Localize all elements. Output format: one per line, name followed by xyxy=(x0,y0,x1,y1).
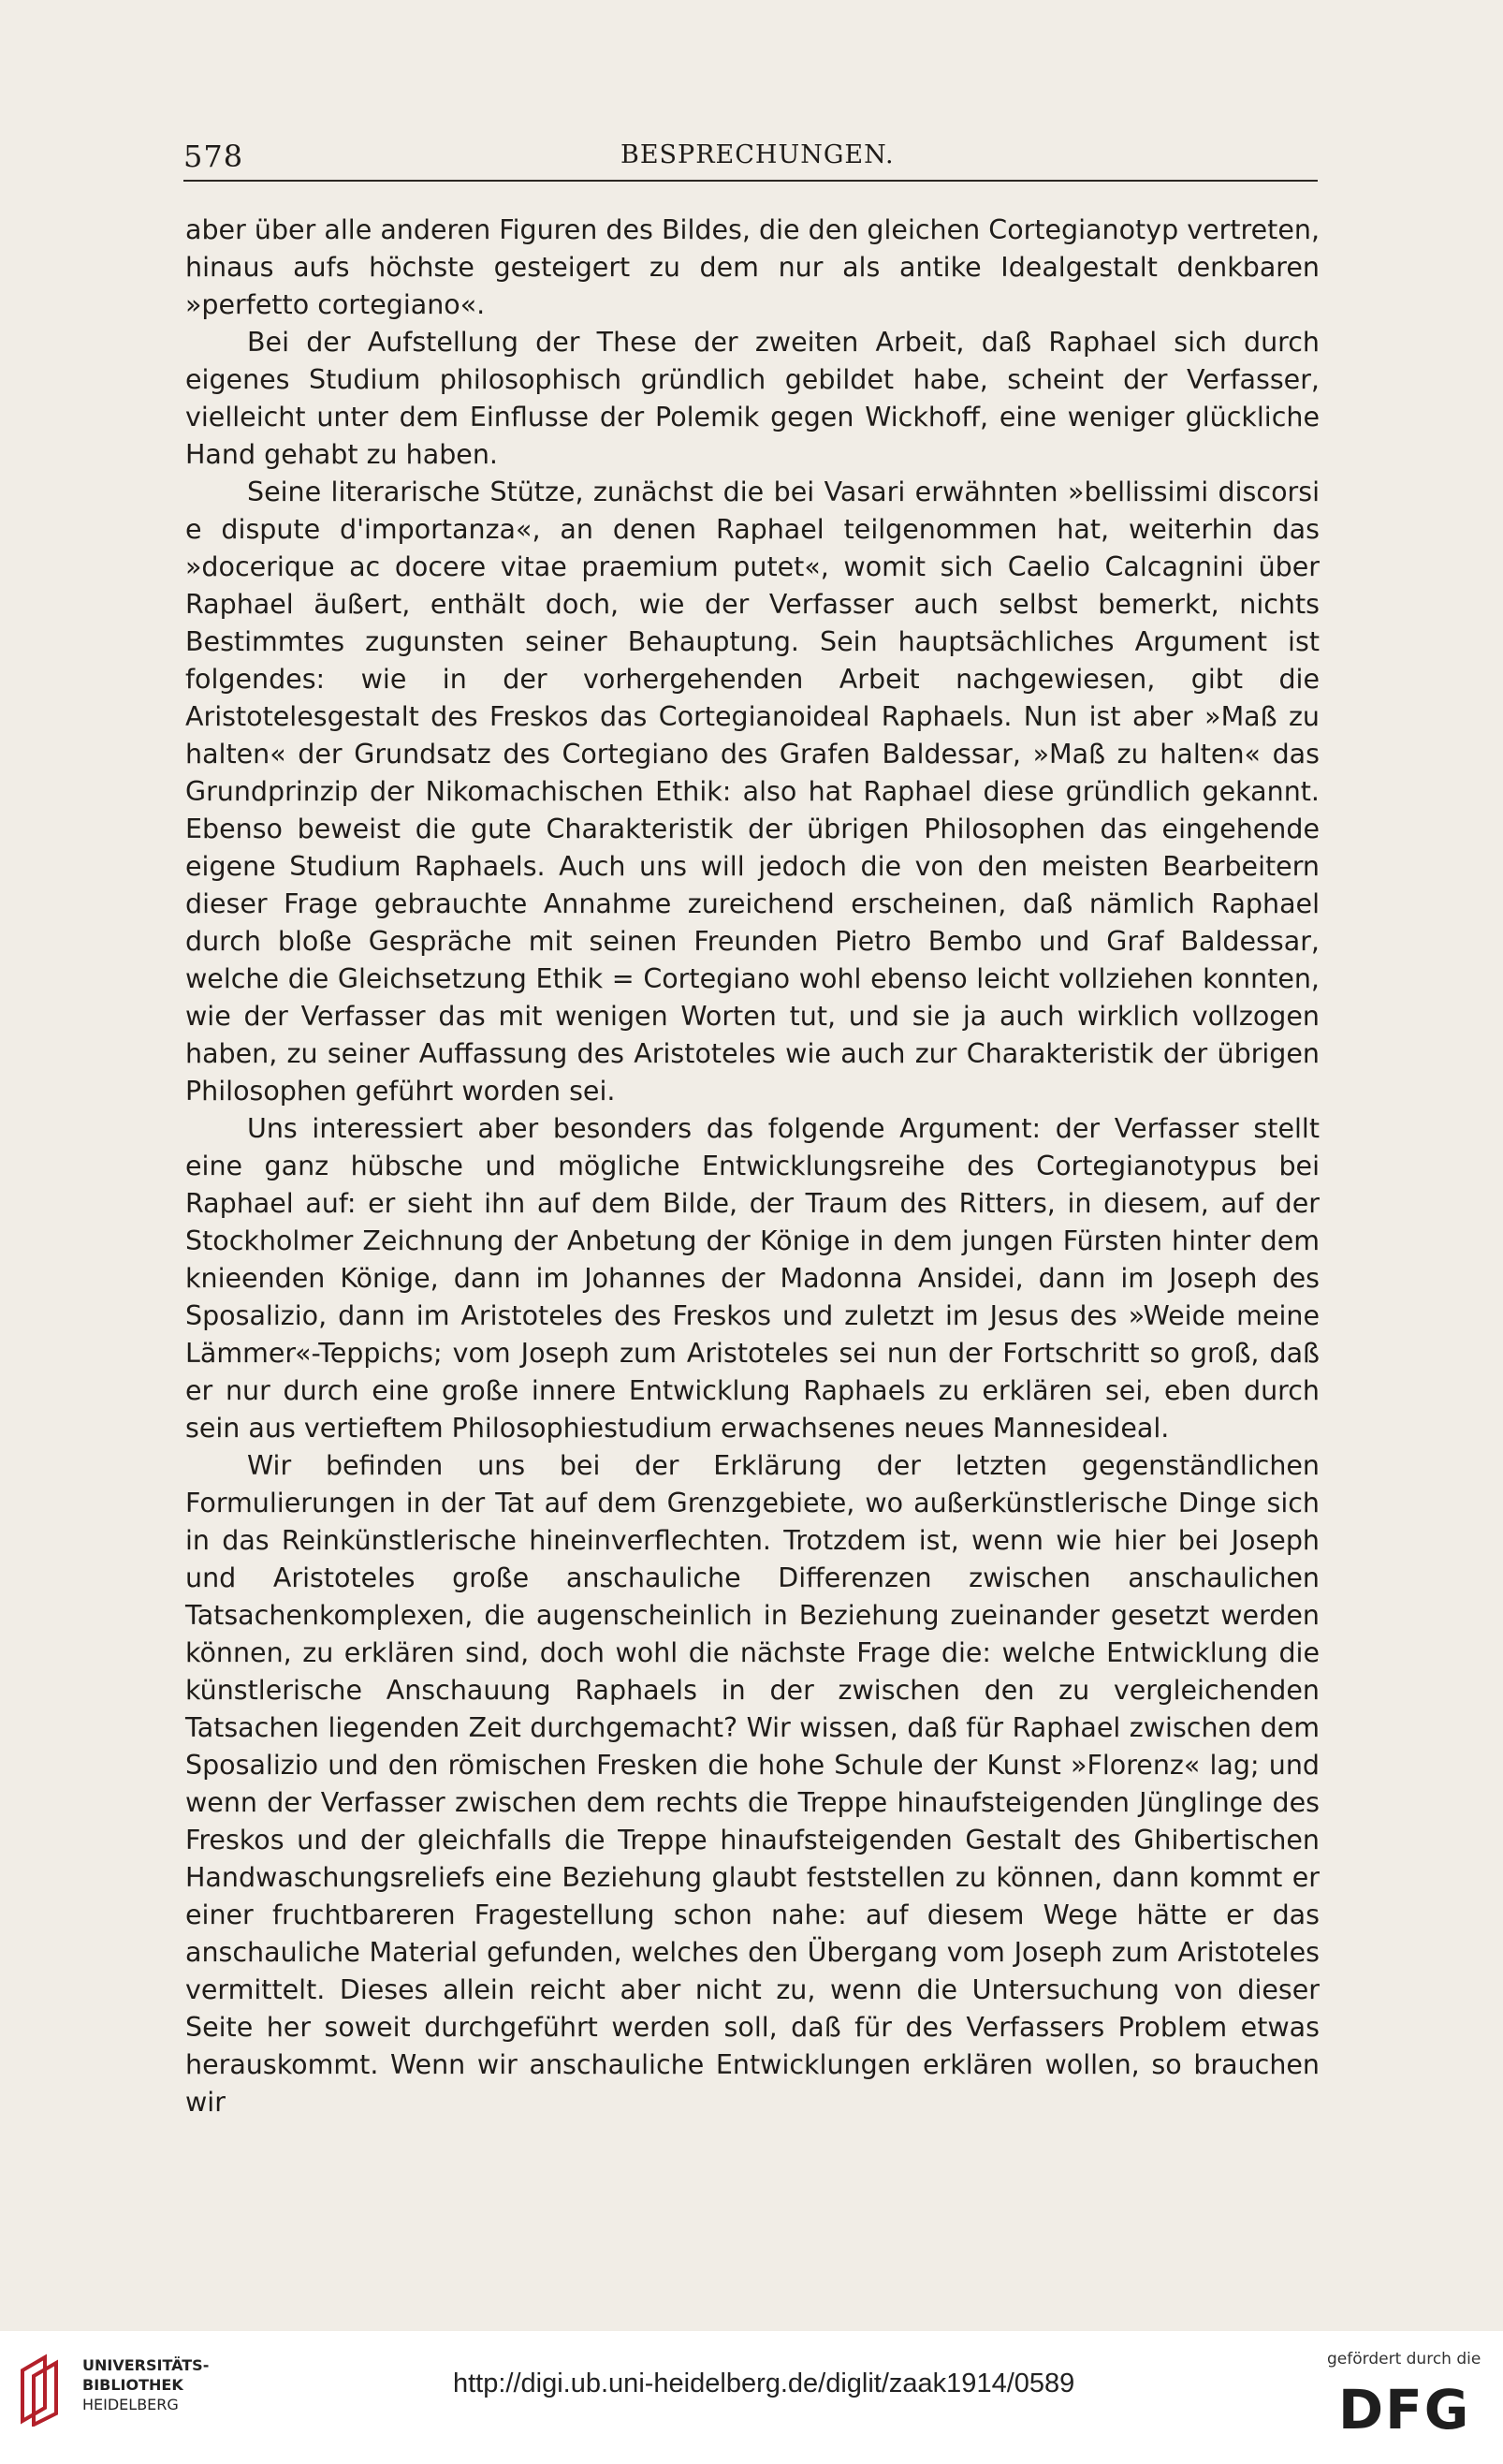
paragraph-4: Uns interessiert aber besonders das folgende Argument: der Verfasser stellt eine ganz hübsche und mögliche Entwicklungsreihe des Cortegianotypus bei Raphael auf: er sieht ihn auf dem Bilde, der Traum des Ritters, in diesem, auf der Stockholmer Zeichnung der Anbetung der Könige in dem jungen Fürsten hinter dem knieenden Könige, dann im Johannes der Madonna Ansidei, dann im Joseph des Sposalizio, dann im Aristoteles des Freskos und zuletzt im Jesus des »Weide meine Lämmer«-Teppichs; vom Joseph zum Aristoteles sei nun der Fortschritt so groß, daß er nur durch eine große innere Entwicklung Raphaels zu erklären sei, eben durch sein aus vertieftem Philosophiestudium erwachsenes neues Mannesideal. xyxy=(185,1113,1320,1444)
body-text xyxy=(185,212,1320,2121)
library-name-line2: BIBLIOTHEK xyxy=(82,2376,183,2394)
page-number: 578 xyxy=(183,139,244,174)
paragraph-3: Seine literarische Stütze, zunächst die bei Vasari erwähnten »bellissimi discorsi e dispute d'importanza«, an denen Raphael teilgenommen hat, weiterhin das »docerique ac docere vitae praemium putet«, womit sich Caelio Calcagnini über Raphael äußert, enthält doch, wie der Verfasser auch selbst bemerkt, nichts Bestimmtes zugunsten seiner Behauptung. Sein hauptsächliches Argument ist folgendes: wie in der vorhergehenden Arbeit nachgewiesen, gibt die Aristotelesgestalt des Freskos das Cortegianoideal Raphaels. Nun ist aber »Maß zu halten« der Grundsatz des Cortegiano des Grafen Baldessar, »Maß zu halten« das Grundprinzip der Nikomachischen Ethik: also hat Raphael diese gründlich gekannt. Ebenso beweist die gute Charakteristik der übrigen Philosophen das eingehende eigene Studium Raphaels. Auch uns will jedoch die von den meisten Bearbeitern dieser Frage gebrauchte Annahme zureichend erscheinen, daß nämlich Raphael durch bloße Gespräche mit seinen Freunden Pietro Bembo und Graf Baldessar, welche die Gleichsetzung Ethik = Cortegiano wohl ebenso leicht vollziehen konnten, wie der Verfasser das mit wenigen Worten tut, und sie ja auch wirklich vollzogen haben, zu seiner Auffassung des Aristoteles wie auch zur Charakteristik der übrigen Philosophen geführt worden sei. xyxy=(185,477,1320,1107)
library-name xyxy=(82,2355,209,2414)
page-header xyxy=(183,137,1318,182)
library-logo-icon xyxy=(17,2352,73,2427)
running-head: BESPRECHUNGEN. xyxy=(620,140,895,169)
paragraph-5: Wir befinden uns bei der Erklärung der letzten gegenständlichen Formulierungen in der Tat auf dem Grenzgebiete, wo außerkünstlerische Dinge sich in das Reinkünstlerische hineinverflechten. Trotzdem ist, wenn wie hier bei Joseph und Aristoteles große anschauliche Differenzen zwischen anschaulichen Tatsachenkomplexen, die augenscheinlich in Beziehung zueinander gesetzt werden können, zu erklären sind, doch wohl die nächste Frage die: welche Entwicklung die künstlerische Anschauung Raphaels in der zwischen den zu vergleichenden Tatsachen liegenden Zeit durchgemacht? Wir wissen, daß für Raphael zwischen dem Sposalizio und den römischen Fresken die hohe Schule der Kunst »Florenz« lag; und wenn der Verfasser zwischen dem rechts die Treppe hinaufsteigenden Jünglinge des Freskos und der gleichfalls die Treppe hinaufsteigenden Gestalt des Ghibertischen Handwaschungsreliefs eine Beziehung glaubt feststellen zu können, dann kommt er einer fruchtbareren Fragestellung schon nahe: auf diesem Wege hätte er das anschauliche Material gefunden, welches den Übergang vom Joseph zum Aristoteles vermittelt. Dieses allein reicht aber nicht zu, wenn die Untersuchung von dieser Seite her soweit durchgeführt werden soll, daß für des Verfassers Problem etwas herauskommt. Wenn wir anschauliche Entwicklungen erklären wollen, so brauchen wir xyxy=(185,1450,1320,2118)
library-name-line1: UNIVERSITÄTS- xyxy=(82,2356,210,2374)
permalink-url[interactable]: http://digi.ub.uni-heidelberg.de/diglit/zaak1914/0589 xyxy=(453,2369,1075,2398)
paragraph-2: Bei der Aufstellung der These der zweiten Arbeit, daß Raphael sich durch eigenes Studium philosophisch gründlich gebildet habe, scheint der Verfasser, vielleicht unter dem Einflusse der Polemik gegen Wickhoff, eine weniger glückliche Hand gehabt zu haben. xyxy=(185,327,1320,470)
digitization-footer xyxy=(0,2331,1503,2464)
library-name-line3: HEIDELBERG xyxy=(82,2396,179,2413)
paragraph-1: aber über alle anderen Figuren des Bildes, die den gleichen Cortegianotyp vertreten, hinaus aufs höchste gesteigert zu dem nur als antike Idealgestalt denkbaren »perfetto cortegiano«. xyxy=(185,214,1320,320)
funded-by-text: gefördert durch die xyxy=(1327,2350,1481,2369)
dfg-logo: DFG xyxy=(1338,2378,1471,2442)
header-rule xyxy=(183,180,1318,182)
